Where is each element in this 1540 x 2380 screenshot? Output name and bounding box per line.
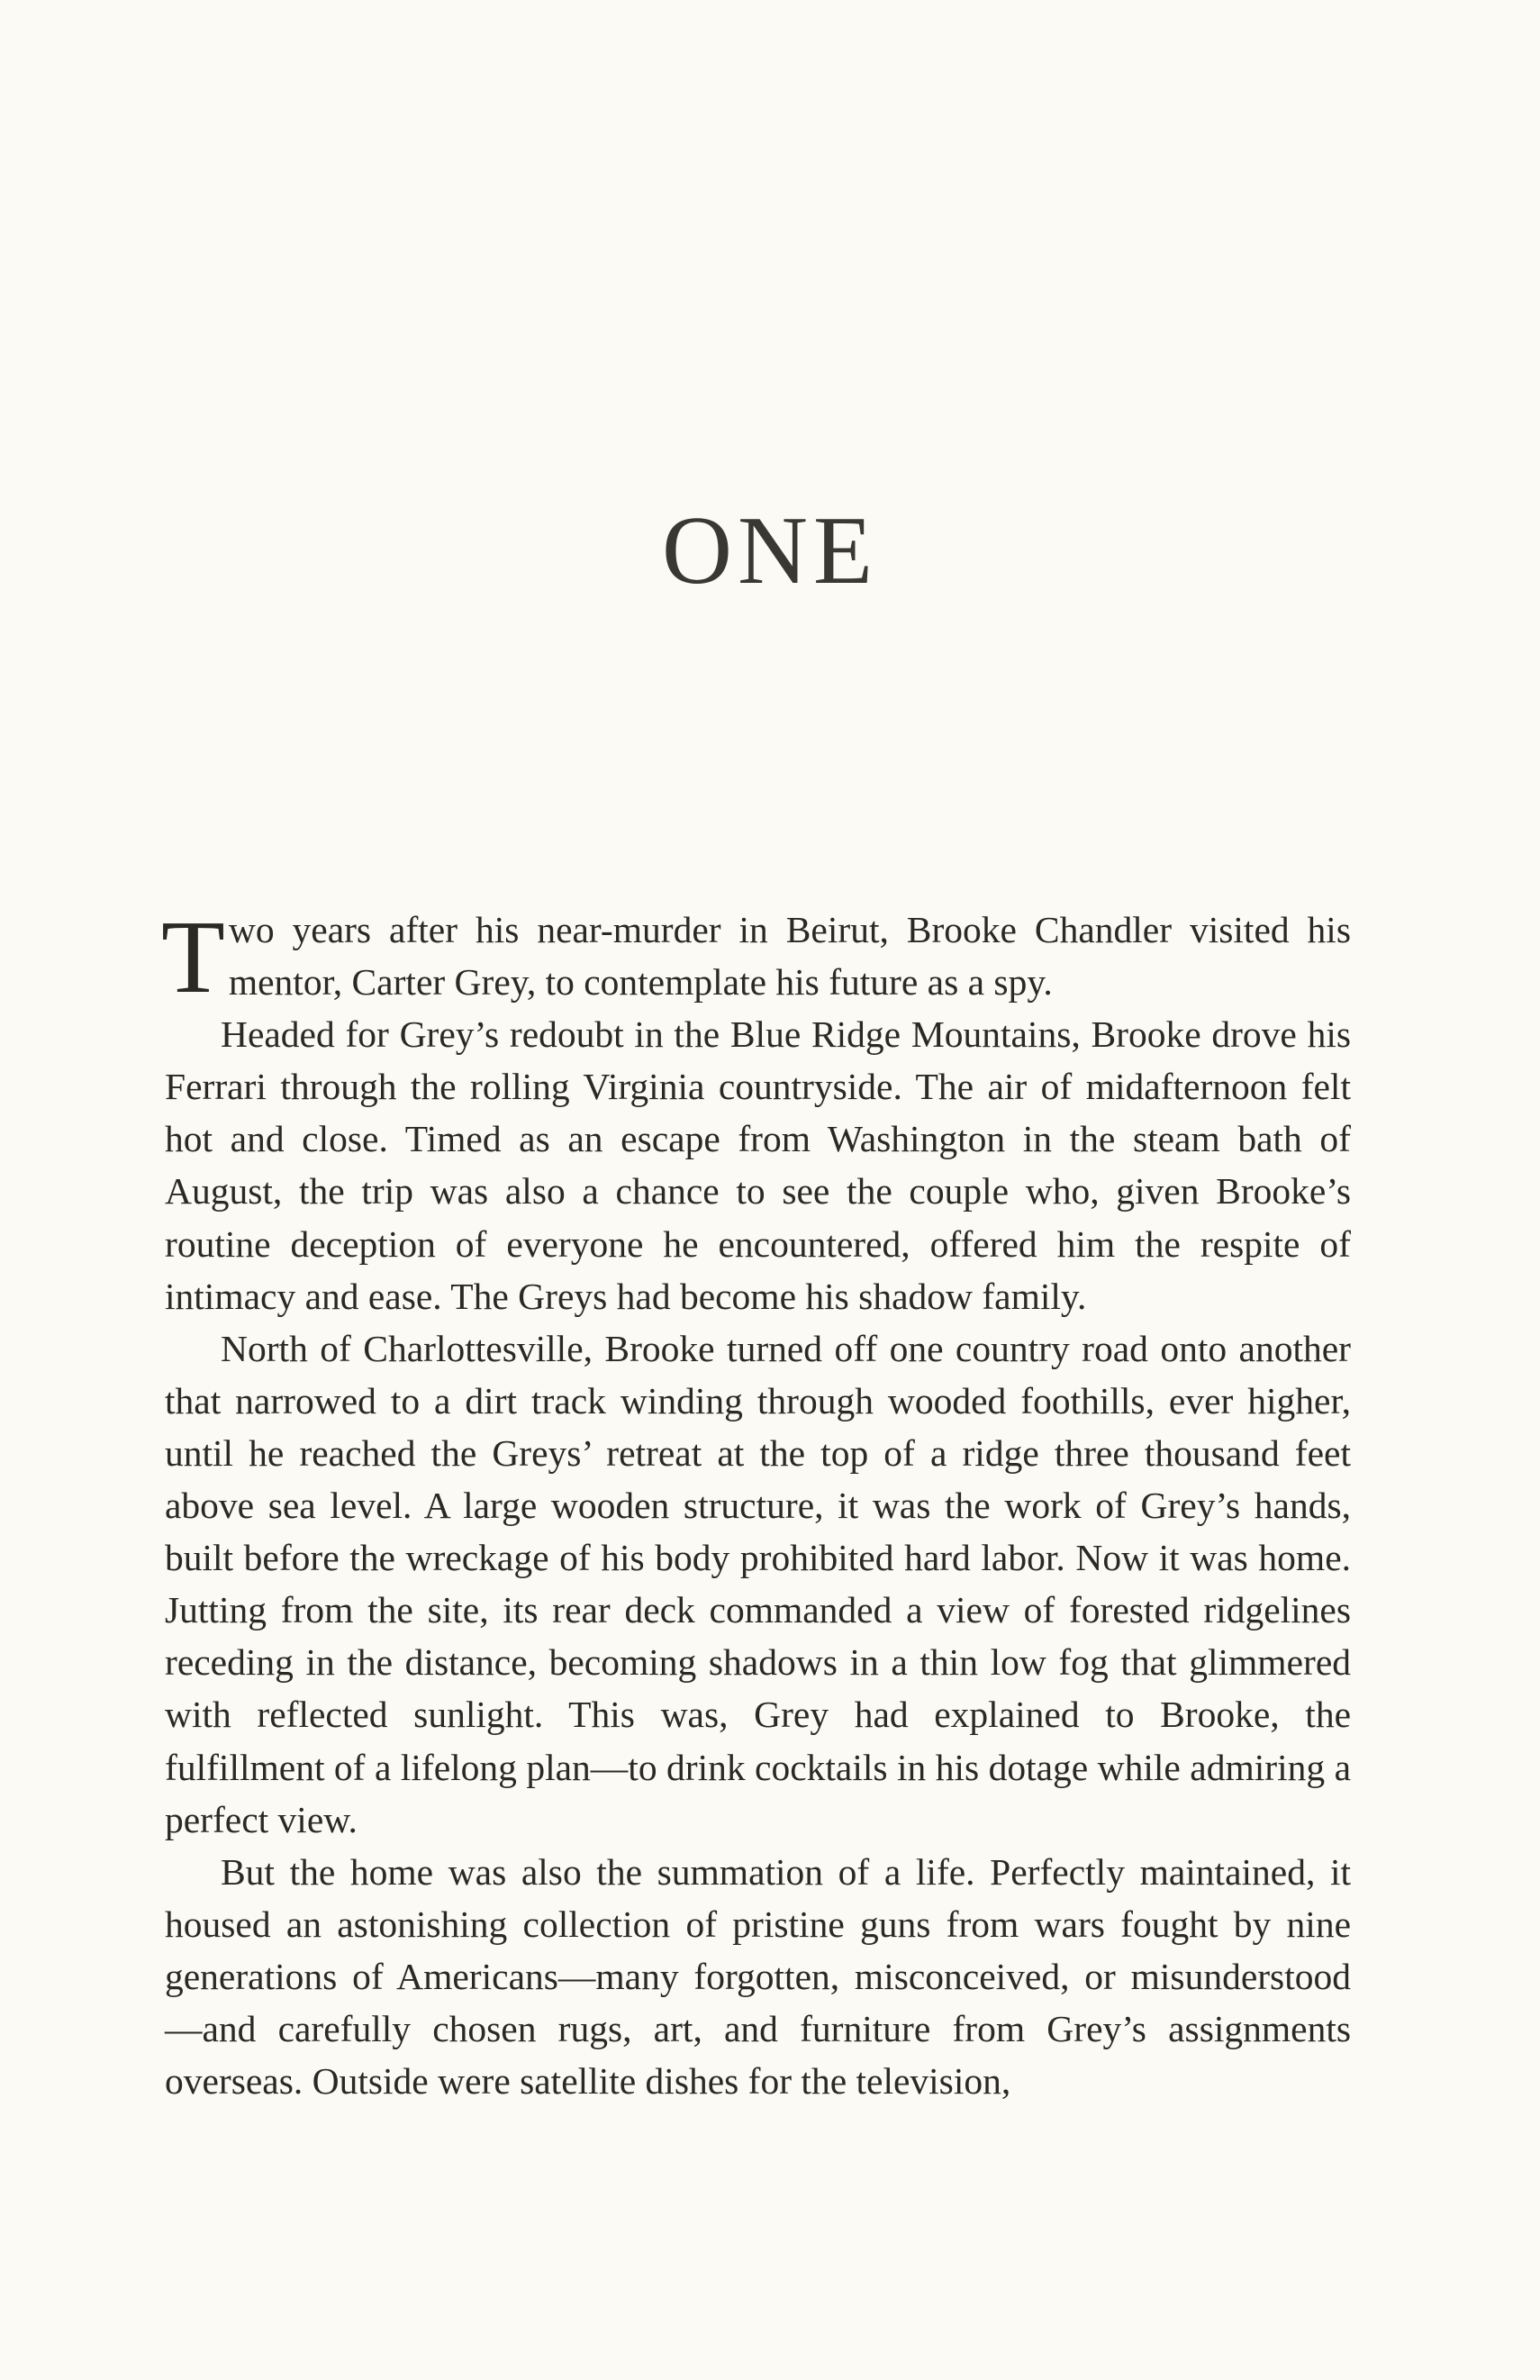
chapter-title: ONE <box>662 497 878 604</box>
body-text <box>161 900 1351 2107</box>
drop-cap: T <box>161 900 225 1015</box>
paragraph-4: But the home was also the summation of a life. Perfectly maintained, it housed an astonishing collection of pristine guns from wars fought by nine generations of Americans—many forgotten, misconceived, or misunderstood—and carefully chosen rugs, art, and furniture from Grey’s assignments overseas. Outside were satellite dishes for the television, <box>165 1850 1351 2103</box>
paragraph-1 <box>161 900 1351 1015</box>
paragraph-1-text: wo years after his near-murder in Beirut, Brooke Chandler visited his mentor, Carter Grey, to contemplate his future as a spy. <box>228 909 1351 1004</box>
paragraph-3: North of Charlottesville, Brooke turned off one country road onto another that narrowed to a dirt track winding through wooded foothills, ever higher, until he reached the Greys’ retreat at the top of a ridge three thousand feet above sea level. A large wooden structure, it was the work of Grey’s hands, built before the wreckage of his body prohibited hard labor. Now it was home. Jutting from the site, its rear deck commanded a view of forested ridgelines receding in the distance, becoming shadows in a thin low fog that glimmered with reflected sunlight. This was, Grey had explained to Brooke, the fulfillment of a lifelong plan—to drink cocktails in his dotage while admiring a perfect view. <box>165 1327 1351 1840</box>
paragraph-2: Headed for Grey’s redoubt in the Blue Ridge Mountains, Brooke drove his Ferrari through the rolling Virginia countryside. The air of midafternoon felt hot and close. Timed as an escape from Washington in the steam bath of August, the trip was also a chance to see the couple who, given Brooke’s routine deception of everyone he encountered, offered him the respite of intimacy and ease. The Greys had become his shadow family. <box>165 1013 1351 1317</box>
